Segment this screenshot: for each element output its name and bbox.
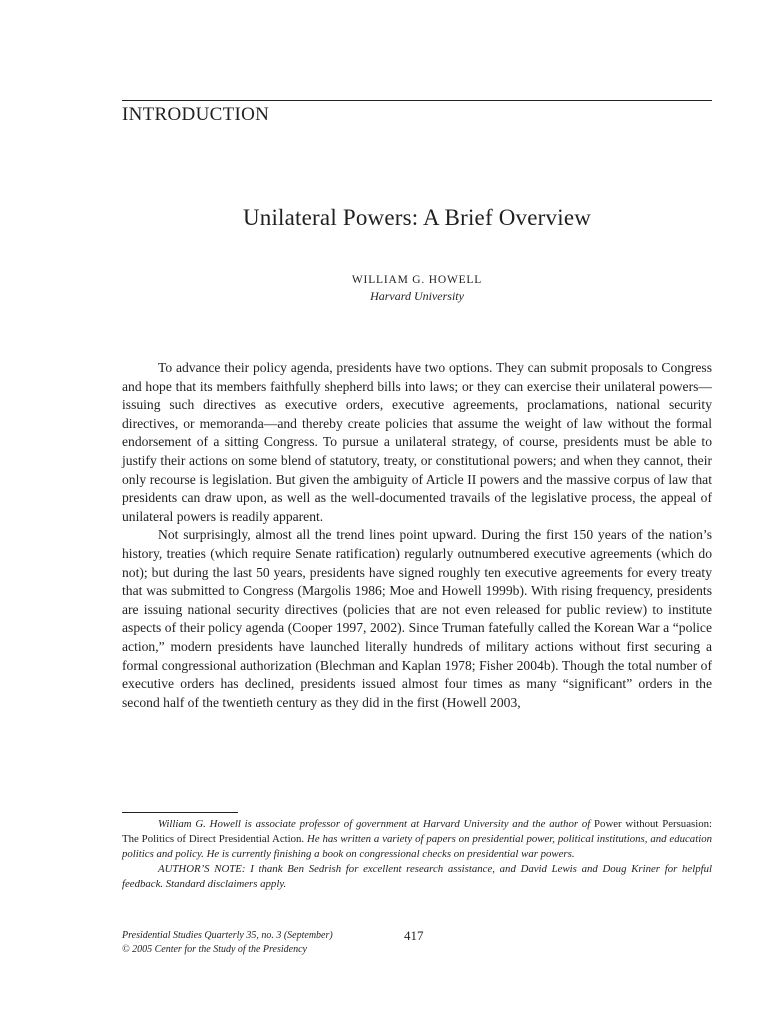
article-title: Unilateral Powers: A Brief Overview — [242, 205, 592, 230]
footnote-bio-part2: He has written a variety of papers on presidential power, political institutions, and education politics and policy. He is currently finishing a book on congressional checks on presidential war powers. — [122, 833, 712, 860]
page-number: 417 — [404, 928, 424, 943]
body-text — [122, 359, 712, 712]
body-paragraph-2: Not surprisingly, almost all the trend lines point upward. During the first 150 years of the nation’s history, treaties (which require Senate ratification) regularly outnumbered executive agreements (which do not); but during the last 50 years, presidents have signed roughly ten executive agreements for every treaty that was submitted to Congress (Margolis 1986; Moe and Howell 1999b). With rising frequency, presidents are issuing national security directives (policies that are not even released for public review) to institute aspects of their policy agenda (Cooper 1997, 2002). Since Truman fatefully called the Korean War a “police action,” modern presidents have launched literally hundreds of military actions without first securing a formal congressional authorization (Blechman and Kaplan 1978; Fisher 2004b). Though the total number of executive orders has declined, presidents issued almost four times as many “significant” orders in the second half of the twentieth century as they did in the first (Howell 2003, — [122, 527, 712, 710]
header-rule — [122, 100, 712, 101]
footer-journal-citation: Presidential Studies Quarterly 35, no. 3 (September) — [122, 930, 333, 941]
author-name: WILLIAM G. HOWELL — [351, 274, 483, 286]
footnote-acknowledgment: AUTHOR’S NOTE: I thank Ben Sedrish for excellent research assistance, and David Lewis and Doug Kriner for helpful feedback. Standard disclaimers apply. — [122, 863, 712, 890]
body-paragraph-1: To advance their policy agenda, presidents have two options. They can submit proposals to Congress and hope that its members faithfully shepherd bills into laws; or they can exercise their unilateral powers—issuing such directives as executive orders, executive agreements, proclamations, national security directives, or memoranda—and thereby create policies that assume the weight of law without the formal endorsement of a sitting Congress. To pursue a unilateral strategy, of course, presidents must be able to justify their actions on some blend of statutory, treaty, or constitutional powers; and when they cannot, their only recourse is legislation. But given the ambiguity of Article II powers and the massive corpus of law that presidents can draw upon, as well as the well-documented travails of the legislative process, the appeal of unilateral powers is readily apparent. — [122, 360, 712, 524]
author-block — [122, 272, 712, 304]
footnote-book-title: Power without Persuasion: The Politics of Direct Presidential Action. — [122, 818, 712, 845]
footnote-bio-part1: William G. Howell is associate professor of government at Harvard University and the author of — [158, 818, 595, 830]
footer-copyright: © 2005 Center for the Study of the Presidency — [122, 944, 307, 955]
footnotes — [122, 817, 712, 892]
author-affiliation: Harvard University — [370, 289, 464, 303]
footnote-rule — [122, 812, 238, 813]
footnote-author-bio — [122, 817, 712, 862]
section-label: INTRODUCTION — [122, 104, 270, 125]
